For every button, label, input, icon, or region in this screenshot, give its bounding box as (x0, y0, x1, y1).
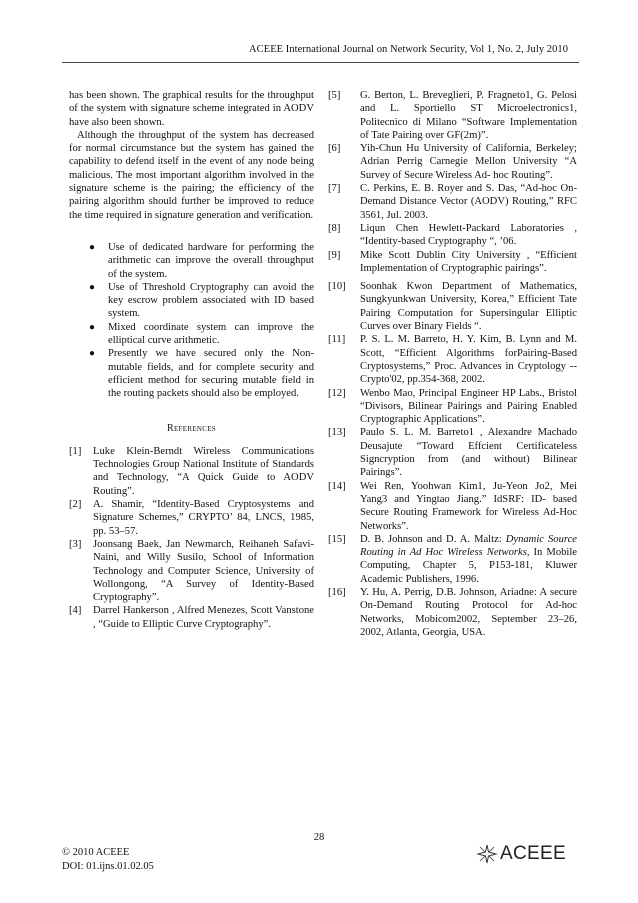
reference-number: [4] (69, 605, 82, 617)
reference-text: Joonsang Baek, Jan Newmarch, Reihaneh Safavi-Naini, and Willy Susilo, School of Information Technology and Computer Science, University of Wollongong, “A Survey of Identity-Based Cryptography”. (93, 538, 314, 604)
reference-item (328, 89, 577, 142)
reference-item (328, 586, 577, 639)
bullet-icon: ● (89, 241, 96, 253)
bullet-item: ● Use of dedicated hardware for performing the arithmetic can improve the overall throughput of the system. (89, 241, 314, 280)
bullet-icon: ● (89, 321, 96, 333)
reference-number: [16] (328, 586, 346, 598)
reference-item (69, 538, 314, 604)
publisher-logo (476, 841, 576, 867)
bullet-item: ● Presently we have secured only the Non-mutable fields, and for complete security and efficient method for securing mutable field in the routing packets should also be employed. (89, 348, 314, 400)
reference-item (69, 498, 314, 538)
reference-number: [6] (328, 143, 341, 155)
reference-item (328, 249, 577, 276)
bullet-list (69, 241, 314, 401)
reference-text: Liqun Chen Hewlett-Packard Laboratories , “Identity-based Cryptography “, ’06. (360, 222, 577, 248)
reference-item (328, 222, 577, 249)
reference-number: [11] (328, 334, 346, 346)
logo-text: ACEEE (500, 843, 566, 864)
reference-item (328, 533, 577, 586)
reference-item (328, 387, 577, 427)
bullet-item: ● Use of Threshold Cryptography can avoid the key escrow problem associated with ID based system. (89, 281, 314, 320)
left-column (69, 89, 314, 631)
reference-text-suffix: , In Mobile Computing, Chapter 5, P153-181, Kluwer Academic Publishers, 1996. (360, 547, 577, 585)
reference-text: Wenbo Mao, Principal Engineer HP Labs., Bristol “Divisors, Bilinear Pairings and Pairing Enabled Cryptographic Applications”. (360, 387, 577, 426)
references-heading: References (167, 422, 216, 434)
reference-item (328, 480, 577, 533)
right-column (328, 89, 577, 639)
reference-number: [10] (328, 281, 346, 293)
header-divider (62, 62, 579, 63)
bullet-icon: ● (89, 281, 96, 293)
reference-text-prefix: D. B. Johnson and D. A. Maltz: (360, 533, 506, 545)
reference-number: [12] (328, 387, 346, 399)
bullet-icon: ● (89, 348, 96, 360)
reference-text: Wei Ren, Yoohwan Kim1, Ju-Yeon Jo2, Mei Yang3 and Yingtao Jiang.” IdSRF: ID- based Secure Routing Framework for Wireless Ad-Hoc Networks”. (360, 480, 577, 532)
reference-number: [8] (328, 222, 341, 234)
page-number: 28 (313, 832, 325, 843)
reference-text: Soonhak Kwon Department of Mathematics, Sungkyunkwan University, Korea,” Efficient Tate Pairing Computation for Supersingular Elliptic Curves over Binary Fields “. (360, 281, 577, 333)
reference-item (328, 280, 577, 333)
spark-icon (476, 843, 498, 865)
reference-item (69, 445, 314, 498)
reference-text: A. Shamir, “Identity-Based Cryptosystems and Signature Schemes,” CRYPTO’ 84, LNCS, 1985, pp. 53–57. (93, 499, 314, 537)
bullet-item: ● Mixed coordinate system can improve the elliptical curve arithmetic. (89, 321, 314, 347)
footer-copyright-block (62, 846, 154, 874)
reference-number: [7] (328, 183, 341, 195)
reference-text: Y. Hu, A. Perrig, D.B. Johnson, Ariadne: A secure On-Demand Routing Protocol for Ad-hoc Networks, Mobicom2002, September 23–26, 2002, Atlanta, Georgia, USA. (360, 586, 577, 638)
doi-text: DOI: 01.ijns.01.02.05 (62, 861, 154, 872)
reference-text: C. Perkins, E. B. Royer and S. Das, “Ad-hoc On-Demand Distance Vector (AODV) Routing,” RFC 3561, Jul. 2003. (360, 183, 577, 221)
reference-text: Darrel Hankerson , Alfred Menezes, Scott Vanstone , “Guide to Elliptic Curve Cryptography”. (93, 605, 314, 630)
reference-number: [1] (69, 445, 82, 457)
reference-item (328, 142, 577, 182)
reference-number: [5] (328, 90, 341, 101)
reference-item (69, 604, 314, 631)
reference-text: Paulo S. L. M. Barreto1 , Alexandre Machado Deusajute “Toward Effcient Certificateless Signcryption from (and without) Bilinear Pairings”. (360, 427, 577, 479)
reference-number: [14] (328, 480, 346, 492)
reference-text: P. S. L. M. Barreto, H. Y. Kim, B. Lynn and M. Scott, “Efficient Algorithms forPairing-Based Cryptosystems,” Proc. Advances in Cryptology -- Crypto'02, pp.354-368, 2002. (360, 334, 577, 386)
body-paragraph: Although the throughput of the system has decreased for normal circumstance but the system has gained the capability to defend itself in the event of any node being malicious. The most important algorithm involved in the signature scheme is the pairing; the efficiency of the pairing algorithm should further be improved to reduce the time required in signature generation and verification. (69, 129, 314, 221)
reference-text: Luke Klein-Berndt Wireless Communications Technologies Group National Institute of Standards and Technology, “A Quick Guide to AODV Routing”. (93, 445, 314, 497)
reference-text: Yih-Chun Hu University of California, Berkeley; Adrian Perrig Carnegie Mellon University “A Survey of Secure Wireless Ad- hoc Routing”. (360, 143, 577, 181)
reference-number: [13] (328, 427, 346, 439)
reference-item (328, 426, 577, 479)
reference-number: [2] (69, 499, 82, 511)
reference-number: [3] (69, 538, 82, 550)
reference-text: Mike Scott Dublin City University , “Efficient Implementation of Cryptographic pairings”. (360, 249, 577, 274)
reference-number: [15] (328, 533, 346, 545)
reference-text: G. Berton, L. Breveglieri, P. Fragneto1, G. Pelosi and L. Sportiello ST Microelectronics1, Politecnico di Milano “Software Implementation of Tate Pairing over GF(2m)”. (360, 90, 577, 141)
reference-number: [9] (328, 249, 341, 261)
reference-item (328, 182, 577, 222)
running-head: ACEEE International Journal on Network Security, Vol 1, No. 2, July 2010 (249, 44, 568, 55)
reference-item (328, 333, 577, 386)
copyright-text: © 2010 ACEEE (62, 847, 130, 858)
reference-italic-title: Dynamic Source Routing in Ad Hoc Wireless Networks (360, 533, 578, 559)
body-paragraph: has been shown. The graphical results for the throughput of the system with signature scheme integrated in AODV have also been shown. (69, 90, 314, 128)
